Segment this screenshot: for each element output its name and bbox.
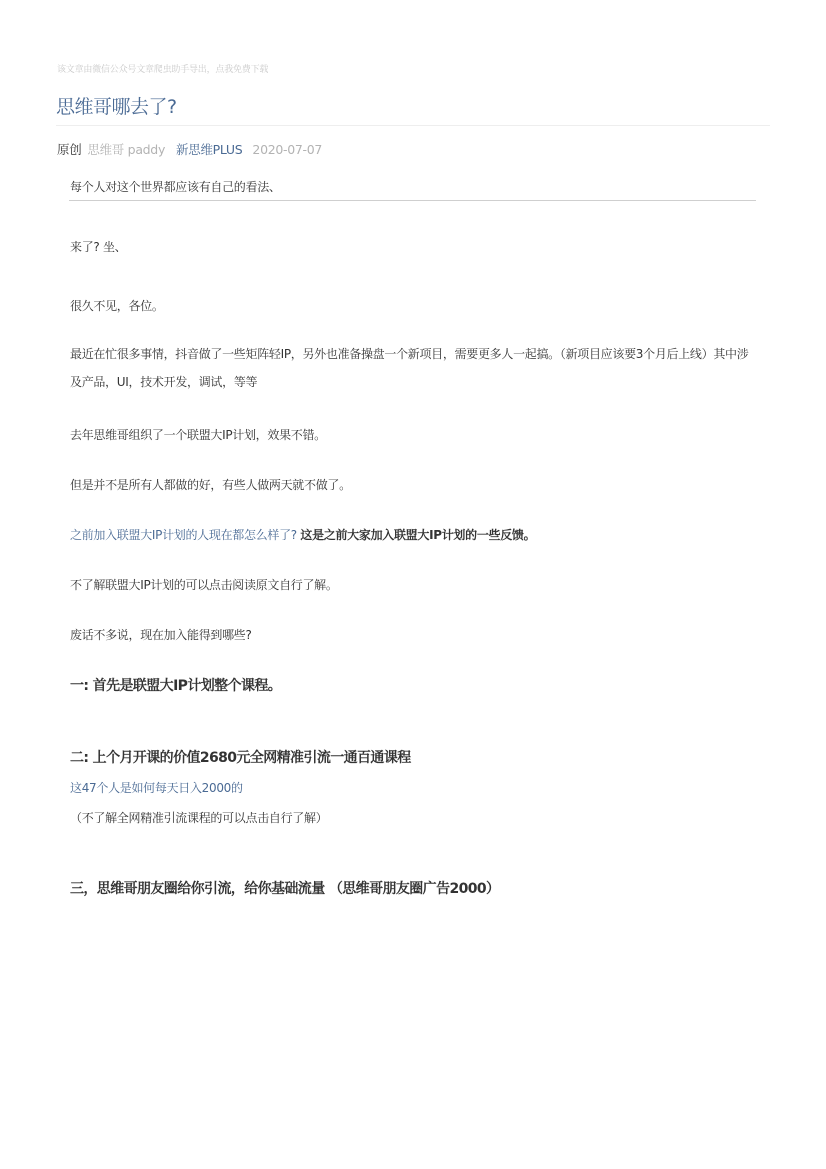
title-divider: [56, 125, 770, 126]
article-meta: [57, 140, 322, 158]
publish-date: 2020-07-07: [252, 142, 323, 157]
paragraph: 但是并不是所有人都做的好，有些人做两天就不做了。: [70, 478, 351, 492]
feedback-note: 这是之前大家加入联盟大IP计划的一些反馈。: [300, 528, 536, 542]
intro-quote: 每个人对这个世界都应该有自己的看法、: [70, 180, 281, 194]
author-name: 思维哥 paddy: [87, 142, 166, 157]
paragraph: 去年思维哥组织了一个联盟大IP计划，效果不错。: [70, 428, 326, 442]
paragraph: 最近在忙很多事情，抖音做了一些矩阵轻IP，另外也准备操盘一个新项目，需要更多人一起搞。（新项目应该要3个月后上线）其中涉及产品，UI，技术开发，调试，等等: [70, 347, 749, 389]
course-link[interactable]: 这47个人是如何每天日入2000的: [70, 781, 243, 795]
article-title: 思维哥哪去了?: [56, 96, 177, 118]
section-heading-2: 二: 上个月开课的价值2680元全网精准引流一通百通课程: [70, 750, 411, 766]
paragraph: 来了? 坐、: [70, 240, 127, 254]
paragraph: 不了解联盟大IP计划的可以点击阅读原文自行了解。: [70, 578, 338, 592]
export-notice-link[interactable]: 该文章由微信公众号文章爬虫助手导出，点我免费下载: [57, 65, 269, 75]
paragraph: [70, 526, 535, 543]
paragraph: 废话不多说，现在加入能得到哪些?: [70, 628, 252, 642]
original-tag: 原创: [57, 142, 82, 157]
section-heading-1: 一: 首先是联盟大IP计划整个课程。: [70, 678, 282, 694]
course-note: （不了解全网精准引流课程的可以点击自行了解）: [70, 811, 328, 825]
account-link[interactable]: 新思维PLUS: [176, 142, 243, 157]
quote-divider: [69, 200, 756, 201]
paragraph: 很久不见，各位。: [70, 299, 164, 313]
feedback-link[interactable]: 之前加入联盟大IP计划的人现在都怎么样了?: [70, 528, 297, 542]
section-heading-3: 三，思维哥朋友圈给你引流，给你基础流量 （思维哥朋友圈广告2000）: [70, 881, 500, 897]
